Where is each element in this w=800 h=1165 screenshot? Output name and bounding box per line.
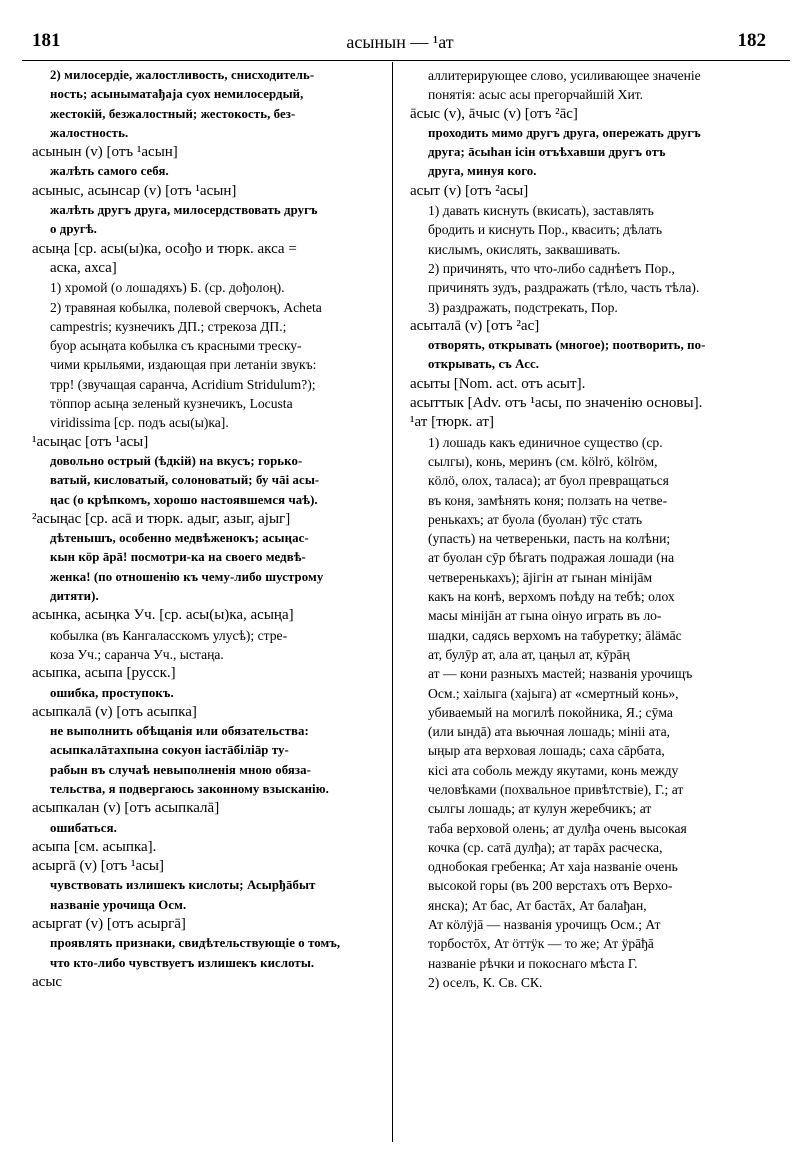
running-head: асынын — ¹ат [346, 32, 454, 52]
dictionary-line: асынка, асыңка Уч. [ср. асы(ы)ка, асыңа] [32, 607, 294, 624]
dictionary-line: открывать, съ Асс. [428, 357, 540, 372]
dictionary-line: кобылка (въ Кангаласскомъ улусѣ); стре- [50, 627, 288, 643]
dictionary-line: масы мініjāн ат гына оінуо играть въ ло- [428, 608, 662, 624]
dictionary-line: ¹асыңас [отъ ¹асы] [32, 433, 149, 450]
dictionary-line: жалѣть другъ друга, милосердствовать другъ [50, 203, 318, 218]
dictionary-line: не выполнить обѣщанія или обязательства: [50, 724, 309, 739]
dictionary-line: 1) давать киснуть (вкисать), заставлять [428, 203, 654, 219]
dictionary-line: убиваемый на могилѣ покойника, Я.; сӯма [428, 704, 673, 720]
column-divider [392, 62, 393, 1142]
dictionary-line: асыпкалан (v) [отъ асыпкалā] [32, 800, 220, 817]
dictionary-line: жалостность. [50, 125, 129, 140]
page-number-left: 181 [32, 30, 61, 51]
dictionary-line: проходить мимо другъ друга, опережать другъ [428, 125, 701, 140]
dictionary-line: (упасть) на четвереньки, пасть на колѣни; [428, 531, 671, 547]
dictionary-line: (или ындā) ата вьючная лошадь; мініі ата, [428, 724, 671, 740]
dictionary-line: жалѣть самого себя. [50, 164, 169, 179]
dictionary-line: ыңыр ата верховая лошадь; саха сāрбата, [428, 743, 665, 759]
dictionary-line: асыпкалāтахпына сокуон іастāбіліāр ту- [50, 743, 289, 758]
dictionary-line: названіе урочища Осм. [50, 897, 187, 912]
page-header [0, 0, 800, 60]
dictionary-line: 2) травяная кобылка, полевой сверчокъ, Acheta [50, 299, 322, 315]
dictionary-line: шадки, садясь верхомъ на табуретку; āläмāс [428, 627, 682, 643]
dictionary-line: названіе рѣчки и покоснаго мѣста Г. [428, 955, 638, 971]
left-column [22, 66, 384, 992]
dictionary-line: асыпка, асыпа [русск.] [32, 665, 176, 682]
dictionary-line: сылгы лошадь; ат кулун жеребчикъ; ат [428, 801, 652, 817]
dictionary-line: кочка (ср. сатā дулђа); ат тарāх расческа, [428, 839, 663, 855]
dictionary-line: проявлять признаки, свидѣтельствующіе о томъ, [50, 936, 341, 951]
dictionary-line: ошибаться. [50, 820, 117, 835]
dictionary-line: ренькахъ; ат буола (буолан) тӯс стать [428, 511, 643, 527]
dictionary-line: ошибка, проступокъ. [50, 685, 174, 700]
dictionary-line: асыпа [см. асыпка]. [32, 838, 157, 855]
dictionary-line: viridissima [ср. подъ асы(ы)ка]. [50, 415, 229, 431]
dictionary-line: асыс [32, 973, 63, 990]
dictionary-line: āсыс (v), āчыс (v) [отъ ²āс] [410, 105, 578, 122]
dictionary-line: 1) лошадь какъ единичное существо (ср. [428, 434, 663, 450]
dictionary-line: чувствовать излишекъ кислоты; Асырђāбыт [50, 878, 316, 893]
dictionary-line: 2) оселъ, К. Св. СК. [428, 974, 543, 990]
dictionary-line: буор асыңата кобылка съ красными треску- [50, 338, 302, 354]
dictionary-line: женка! (по отношенію къ чему-либо шустрому [50, 569, 324, 584]
dictionary-line: ат буолан сӯр бѣгать подражая лошади (на [428, 550, 675, 566]
dictionary-line: аллитерирующее слово, усиливающее значеніе [428, 68, 701, 83]
dictionary-line: кӧлӧ, олох, таласа); ат буол превращаться [428, 473, 669, 489]
dictionary-line: трр! (звучащая саранча, Acridium Stridulum?); [50, 376, 316, 392]
dictionary-line: ватый, кисловатый, солоноватый; бу чāі асы- [50, 473, 320, 488]
dictionary-line: понятія: асыс асы прегорчайшій Хит. [428, 87, 644, 103]
dictionary-line: дитяти). [50, 589, 99, 604]
page-number-right: 182 [737, 30, 766, 51]
dictionary-line: асыталā (v) [отъ ²ас] [410, 317, 540, 334]
dictionary-line: человѣками (похвальное привѣтствіе), Г.; ат [428, 781, 684, 797]
dictionary-line: асыңа [ср. асы(ы)ка, осођо и тюрк. акса = [32, 240, 297, 257]
dictionary-line: таба верховой олень; ат дулђа очень высокая [428, 820, 687, 836]
dictionary-line: Ат кӧлӱjā — названія урочищъ Осм.; Ат [428, 917, 661, 933]
dictionary-line: кын кӧр āрā! посмотри-ка на своего медвѣ- [50, 550, 306, 565]
dictionary-line: коза Уч.; саранча Уч., ыстаңа. [50, 646, 224, 662]
dictionary-line: отворять, открывать (многое); поотворить, по- [428, 338, 706, 353]
dictionary-line: о другѣ. [50, 222, 97, 237]
dictionary-line: 2) причинять, что что-либо саднѣетъ Пор., [428, 260, 675, 276]
dictionary-line: ¹ат [тюрк. ат] [410, 414, 494, 431]
dictionary-line: въ коня, замѣнять коня; ползать на четве- [428, 492, 668, 508]
dictionary-line: ңас (о крѣпкомъ, хорошо настоявшемся чаѣ). [50, 492, 318, 507]
dictionary-line: Осм.; хаілыга (хаjыга) ат «смертный конь», [428, 685, 679, 701]
dictionary-line: тельства, я подвергаюсь законному взысканію. [50, 781, 329, 796]
dictionary-line: сылгы), конь, меринъ (см. kölrö, kölrӧм, [428, 453, 658, 469]
dictionary-line: асыты [Nom. act. отъ асыт]. [410, 375, 586, 392]
dictionary-line: друга, минуя кого. [428, 164, 537, 179]
dictionary-line: campestris; кузнечикъ ДП.; стрекоза ДП.; [50, 318, 287, 334]
dictionary-line: асыттык [Adv. отъ ¹асы, по значенію основы]. [410, 395, 703, 412]
dictionary-line: ²асыңас [ср. асā и тюрк. адыг, азыг, ајыг] [32, 510, 291, 527]
dictionary-line: кісі ата соболь между якутами, конь между [428, 762, 679, 778]
header-rule [22, 60, 790, 61]
dictionary-line: асыргат (v) [отъ асыргā] [32, 916, 186, 933]
dictionary-line: ат — кони разныхъ мастей; названія урочищъ [428, 666, 693, 682]
dictionary-line: жестокій, безжалостный; жестокость, без- [50, 106, 296, 121]
dictionary-line: тӧппор асыңа зеленый кузнечикъ, Locusta [50, 396, 293, 412]
right-column [400, 66, 766, 992]
dictionary-line: ность; асыныматађаја суох немилосердый, [50, 87, 304, 102]
dictionary-line: рабын въ случаѣ невыполненія мною обяза- [50, 762, 311, 777]
dictionary-line: дѣтенышъ, особенно медвѣженокъ; асыңас- [50, 531, 309, 546]
dictionary-line: однобокая гребенка; Ат хаја названіе очень [428, 859, 678, 875]
dictionary-line: высокой горы (въ 200 верстахъ отъ Верхо- [428, 878, 673, 894]
dictionary-line: асыргā (v) [отъ ¹асы] [32, 858, 164, 875]
dictionary-line: кислымъ, окислять, заквашивать. [428, 241, 621, 257]
dictionary-line: 2) милосердіе, жалостливость, снисходитель- [50, 68, 315, 82]
dictionary-line: что кто-либо чувствуетъ излишекъ кислоты. [50, 955, 315, 970]
dictionary-line: 3) раздражать, подстрекать, Пор. [428, 299, 618, 315]
dictionary-line: ат, булӯр ат, ала ат, цаңыл ат, кӯрāң [428, 646, 630, 662]
dictionary-line: друга; āсыһан ісін отъѣхавши другъ отъ [428, 145, 666, 160]
dictionary-line: асыт (v) [отъ ²асы] [410, 182, 529, 199]
dictionary-line: четверенькахъ); āјігін ат гынан мініjāм [428, 569, 653, 585]
dictionary-line: янска); Ат бас, Ат бастāх, Ат балађан, [428, 897, 647, 913]
dictionary-line: какъ на конѣ, верхомъ поѣду на тебѣ; олох [428, 589, 675, 605]
dictionary-line: аска, ахса] [50, 259, 117, 276]
dictionary-line: 1) хромой (о лошадяхъ) Б. (ср. дођолоң). [50, 280, 285, 296]
dictionary-line: асынын (v) [отъ ¹асын] [32, 144, 178, 161]
dictionary-line: асыпкалā (v) [отъ асыпка] [32, 703, 197, 720]
dictionary-line: торбостōх, Ат ӧттӱк — то же; Ат ӱрāђā [428, 936, 654, 952]
dictionary-line: бродить и киснуть Пор., квасить; дѣлать [428, 222, 663, 238]
dictionary-line: чими крыльями, издающая при летаніи звукъ: [50, 357, 317, 373]
dictionary-line: асыныс, асынсар (v) [отъ ¹асын] [32, 182, 237, 199]
dictionary-line: довольно острый (ѣдкій) на вкусъ; горько- [50, 453, 303, 468]
dictionary-line: причинять зудъ, раздражать (тѣло, часть тѣла). [428, 280, 700, 296]
